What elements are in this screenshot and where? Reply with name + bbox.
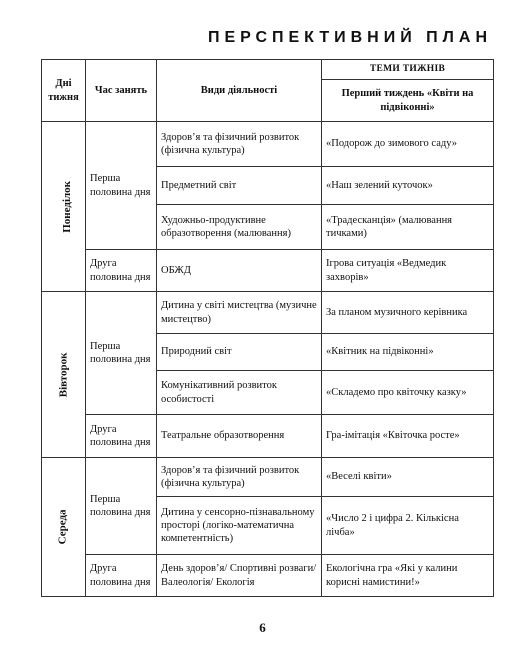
time-cell: Друга половина дня [86, 555, 157, 597]
theme-cell: Гра-імітація «Квіточка росте» [322, 415, 494, 458]
time-cell: Перша половина дня [86, 292, 157, 415]
header-week-1: Перший тиждень «Квіти на підвіконні» [322, 80, 494, 122]
page-number: 6 [259, 620, 266, 635]
header-activities: Види діяльності [157, 60, 322, 122]
day-label: Середа [56, 509, 69, 545]
theme-cell: «Число 2 і цифра 2. Кількісна лічба» [322, 497, 494, 555]
header-days: Дні тижня [42, 60, 86, 122]
day-label: Понеділок [61, 180, 74, 233]
table-row [42, 292, 494, 334]
plan-table [41, 59, 494, 597]
theme-cell: «Традесканція» (малювання тичками) [322, 205, 494, 250]
theme-cell: За планом музичного керівника [322, 292, 494, 334]
day-label: Вівторок [57, 352, 70, 397]
activity-cell: День здоров’я/ Спортивні розваги/ Валеологія/ Екологія [157, 555, 322, 597]
activity-cell: Природний світ [157, 334, 322, 371]
theme-cell: Ігрова ситуація «Ведмедик захворів» [322, 250, 494, 292]
header-time: Час занять [86, 60, 157, 122]
activity-cell: Дитина у світі мистецтва (музичне мистецтво) [157, 292, 322, 334]
time-cell: Друга половина дня [86, 415, 157, 458]
day-cell [42, 122, 86, 292]
day-cell [42, 458, 86, 597]
table-row [42, 415, 494, 458]
activity-cell: ОБЖД [157, 250, 322, 292]
table-row [42, 250, 494, 292]
header-themes: ТЕМИ ТИЖНІВ [322, 60, 494, 80]
theme-cell: «Наш зелений куточок» [322, 167, 494, 205]
page-title: ПЕРСПЕКТИВНИЙ ПЛАН [208, 29, 492, 46]
theme-cell: «Веселі квіти» [322, 458, 494, 497]
table-row [42, 122, 494, 167]
theme-cell: «Подорож до зимового саду» [322, 122, 494, 167]
theme-cell: «Квітник на підвіконні» [322, 334, 494, 371]
table-row [42, 458, 494, 497]
time-cell: Друга половина дня [86, 250, 157, 292]
time-cell: Перша половина дня [86, 458, 157, 555]
activity-cell: Театральне образотворення [157, 415, 322, 458]
day-cell [42, 292, 86, 458]
theme-cell: Екологічна гра «Які у калини корисні намистини!» [322, 555, 494, 597]
table-row [42, 555, 494, 597]
activity-cell: Здоров’я та фізичний розвиток (фізична культура) [157, 458, 322, 497]
theme-cell: «Складемо про квіточку казку» [322, 371, 494, 415]
activity-cell: Здоров’я та фізичний розвиток (фізична культура) [157, 122, 322, 167]
activity-cell: Художньо-продуктивне образотворення (малювання) [157, 205, 322, 250]
activity-cell: Комунікативний розвиток особистості [157, 371, 322, 415]
time-cell: Перша половина дня [86, 122, 157, 250]
activity-cell: Предметний світ [157, 167, 322, 205]
activity-cell: Дитина у сенсорно-пізнавальному просторі (логіко-математична компетентність) [157, 497, 322, 555]
